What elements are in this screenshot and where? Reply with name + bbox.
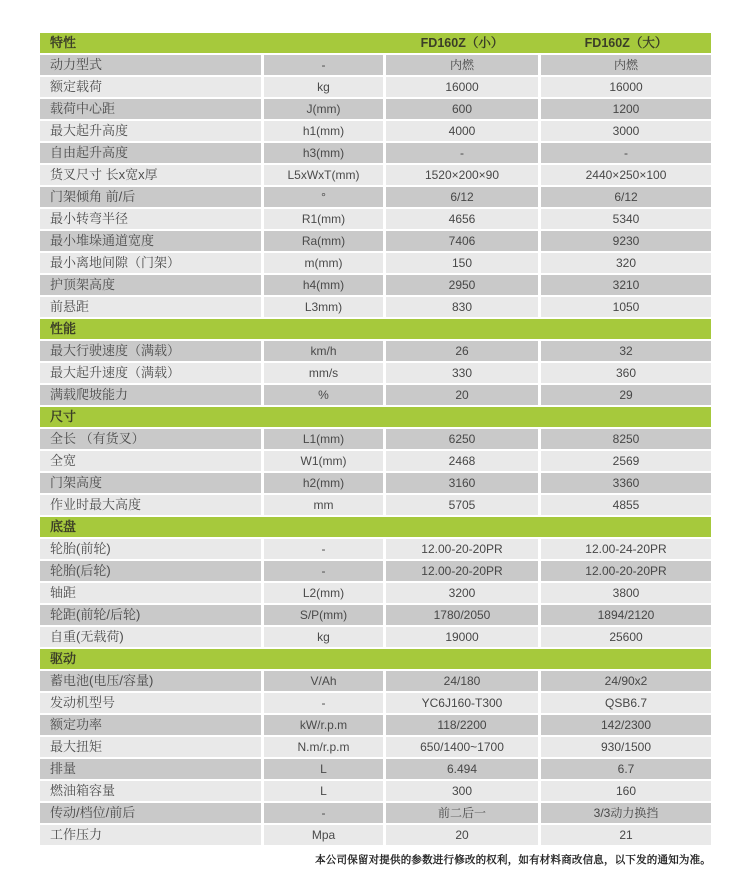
- table-row: [40, 429, 711, 449]
- row-label: 最大行驶速度（满载）: [40, 341, 261, 361]
- row-label: 传动/档位/前后: [40, 803, 261, 823]
- row-unit: R1(mm): [264, 209, 383, 229]
- value-small: 118/2200: [386, 715, 538, 735]
- row-label: 额定载荷: [40, 77, 261, 97]
- row-label: 自重(无载荷): [40, 627, 261, 647]
- spec-sheet: [40, 33, 711, 867]
- value-small: 6250: [386, 429, 538, 449]
- table-row: [40, 165, 711, 185]
- value-large: 24/90x2: [541, 671, 711, 691]
- header-feature-label: 特性: [50, 35, 77, 50]
- table-row: [40, 363, 711, 383]
- row-unit: L2(mm): [264, 583, 383, 603]
- row-label: 最大扭矩: [40, 737, 261, 757]
- row-label: 护顶架高度: [40, 275, 261, 295]
- row-label: 轴距: [40, 583, 261, 603]
- table-row: [40, 781, 711, 801]
- value-small: 330: [386, 363, 538, 383]
- value-large: 29: [541, 385, 711, 405]
- value-small: 2468: [386, 451, 538, 471]
- table-row: [40, 275, 711, 295]
- row-label: 最小堆垛通道宽度: [40, 231, 261, 251]
- value-large: 5340: [541, 209, 711, 229]
- value-large: 1050: [541, 297, 711, 317]
- value-large: 930/1500: [541, 737, 711, 757]
- value-large: 12.00-20-20PR: [541, 561, 711, 581]
- value-large: 142/2300: [541, 715, 711, 735]
- value-large: 8250: [541, 429, 711, 449]
- value-small: -: [386, 143, 538, 163]
- section-header-performance: 性能: [40, 319, 711, 339]
- row-unit: -: [264, 803, 383, 823]
- row-unit: W1(mm): [264, 451, 383, 471]
- value-small: 3160: [386, 473, 538, 493]
- value-small: 7406: [386, 231, 538, 251]
- row-unit: N.m/r.p.m: [264, 737, 383, 757]
- row-unit: °: [264, 187, 383, 207]
- row-label: 蓄电池(电压/容量): [40, 671, 261, 691]
- row-unit: %: [264, 385, 383, 405]
- value-large: 3360: [541, 473, 711, 493]
- row-unit: S/P(mm): [264, 605, 383, 625]
- value-large: 25600: [541, 627, 711, 647]
- row-label: 门架倾角 前/后: [40, 187, 261, 207]
- value-small: 前二后一: [386, 803, 538, 823]
- row-unit: -: [264, 693, 383, 713]
- value-large: 9230: [541, 231, 711, 251]
- table-row: [40, 737, 711, 757]
- row-label: 载荷中心距: [40, 99, 261, 119]
- row-label: 动力型式: [40, 55, 261, 75]
- row-unit: kg: [264, 77, 383, 97]
- header-model-small: FD160Z（小）: [420, 36, 504, 50]
- row-unit: J(mm): [264, 99, 383, 119]
- row-label: 自由起升高度: [40, 143, 261, 163]
- value-small: 4656: [386, 209, 538, 229]
- table-row: [40, 759, 711, 779]
- value-small: 830: [386, 297, 538, 317]
- table-row: [40, 187, 711, 207]
- value-large: 360: [541, 363, 711, 383]
- row-label: 轮胎(前轮): [40, 539, 261, 559]
- section-header-chassis: 底盘: [40, 517, 711, 537]
- row-unit: kW/r.p.m: [264, 715, 383, 735]
- row-label: 轮距(前轮/后轮): [40, 605, 261, 625]
- row-unit: mm: [264, 495, 383, 515]
- row-label: 额定功率: [40, 715, 261, 735]
- footer-note: 本公司保留对提供的参数进行修改的权利，如有材料商改信息，以下发的通知为准。: [315, 854, 711, 866]
- value-large: 320: [541, 253, 711, 273]
- row-label: 最小离地间隙（门架）: [40, 253, 261, 273]
- row-unit: h4(mm): [264, 275, 383, 295]
- row-unit: kg: [264, 627, 383, 647]
- table-row: [40, 803, 711, 823]
- table-body: [40, 55, 711, 845]
- row-label: 最小转弯半径: [40, 209, 261, 229]
- row-label: 作业时最大高度: [40, 495, 261, 515]
- value-large: 3800: [541, 583, 711, 603]
- row-label: 轮胎(后轮): [40, 561, 261, 581]
- value-small: 300: [386, 781, 538, 801]
- value-small: 20: [386, 385, 538, 405]
- row-label: 最大起升高度: [40, 121, 261, 141]
- table-row: [40, 55, 711, 75]
- value-small: 6.494: [386, 759, 538, 779]
- section-header-drive: 驱动: [40, 649, 711, 669]
- value-large: 6.7: [541, 759, 711, 779]
- table-row: [40, 715, 711, 735]
- table-row: [40, 473, 711, 493]
- value-small: 600: [386, 99, 538, 119]
- value-large: 1200: [541, 99, 711, 119]
- value-small: 26: [386, 341, 538, 361]
- row-label: 工作压力: [40, 825, 261, 845]
- value-small: 20: [386, 825, 538, 845]
- row-unit: -: [264, 539, 383, 559]
- table-row: [40, 77, 711, 97]
- row-unit: h2(mm): [264, 473, 383, 493]
- table-row: [40, 341, 711, 361]
- table-row: [40, 825, 711, 845]
- row-unit: L3mm): [264, 297, 383, 317]
- table-row: [40, 253, 711, 273]
- value-large: 3210: [541, 275, 711, 295]
- row-label: 发动机型号: [40, 693, 261, 713]
- row-label: 门架高度: [40, 473, 261, 493]
- header-model-large: FD160Z（大）: [584, 36, 668, 50]
- value-large: 2569: [541, 451, 711, 471]
- value-small: 12.00-20-20PR: [386, 561, 538, 581]
- value-large: 3/3动力换挡: [541, 803, 711, 823]
- value-large: 6/12: [541, 187, 711, 207]
- value-small: 12.00-20-20PR: [386, 539, 538, 559]
- value-large: 21: [541, 825, 711, 845]
- value-small: 1520×200×90: [386, 165, 538, 185]
- value-small: 650/1400~1700: [386, 737, 538, 757]
- header-unit-spacer: [264, 33, 383, 53]
- table-header-row: [40, 33, 711, 53]
- table-row: [40, 209, 711, 229]
- value-large: 160: [541, 781, 711, 801]
- table-row: [40, 121, 711, 141]
- value-small: 19000: [386, 627, 538, 647]
- row-label: 全宽: [40, 451, 261, 471]
- value-large: 2440×250×100: [541, 165, 711, 185]
- value-small: 5705: [386, 495, 538, 515]
- row-label: 最大起升速度（满载）: [40, 363, 261, 383]
- value-small: 3200: [386, 583, 538, 603]
- value-large: 12.00-24-20PR: [541, 539, 711, 559]
- value-large: 16000: [541, 77, 711, 97]
- row-unit: -: [264, 561, 383, 581]
- value-small: 16000: [386, 77, 538, 97]
- value-small: 4000: [386, 121, 538, 141]
- table-row: [40, 561, 711, 581]
- row-unit: L5xWxT(mm): [264, 165, 383, 185]
- row-unit: Ra(mm): [264, 231, 383, 251]
- table-row: [40, 231, 711, 251]
- row-unit: V/Ah: [264, 671, 383, 691]
- row-unit: L: [264, 759, 383, 779]
- table-row: [40, 583, 711, 603]
- table-row: [40, 627, 711, 647]
- value-large: 3000: [541, 121, 711, 141]
- row-unit: m(mm): [264, 253, 383, 273]
- row-unit: L: [264, 781, 383, 801]
- value-large: 1894/2120: [541, 605, 711, 625]
- row-unit: h3(mm): [264, 143, 383, 163]
- value-large: -: [541, 143, 711, 163]
- table-row: [40, 539, 711, 559]
- value-small: 24/180: [386, 671, 538, 691]
- row-unit: mm/s: [264, 363, 383, 383]
- section-header-dimensions: 尺寸: [40, 407, 711, 427]
- value-small: 6/12: [386, 187, 538, 207]
- row-label: 全长 （有货叉）: [40, 429, 261, 449]
- table-row: [40, 385, 711, 405]
- row-unit: L1(mm): [264, 429, 383, 449]
- value-small: 2950: [386, 275, 538, 295]
- value-large: QSB6.7: [541, 693, 711, 713]
- value-small: YC6J160-T300: [386, 693, 538, 713]
- value-small: 内燃: [386, 55, 538, 75]
- table-row: [40, 297, 711, 317]
- table-row: [40, 99, 711, 119]
- row-label: 前悬距: [40, 297, 261, 317]
- value-small: 1780/2050: [386, 605, 538, 625]
- row-unit: Mpa: [264, 825, 383, 845]
- table-row: [40, 671, 711, 691]
- row-label: 燃油箱容量: [40, 781, 261, 801]
- row-unit: -: [264, 55, 383, 75]
- row-label: 货叉尺寸 长x宽x厚: [40, 165, 261, 185]
- value-large: 4855: [541, 495, 711, 515]
- row-unit: km/h: [264, 341, 383, 361]
- value-large: 32: [541, 341, 711, 361]
- table-row: [40, 605, 711, 625]
- value-large: 内燃: [541, 55, 711, 75]
- table-row: [40, 143, 711, 163]
- row-label: 排量: [40, 759, 261, 779]
- table-row: [40, 693, 711, 713]
- table-row: [40, 495, 711, 515]
- row-unit: h1(mm): [264, 121, 383, 141]
- row-label: 满载爬坡能力: [40, 385, 261, 405]
- table-row: [40, 451, 711, 471]
- value-small: 150: [386, 253, 538, 273]
